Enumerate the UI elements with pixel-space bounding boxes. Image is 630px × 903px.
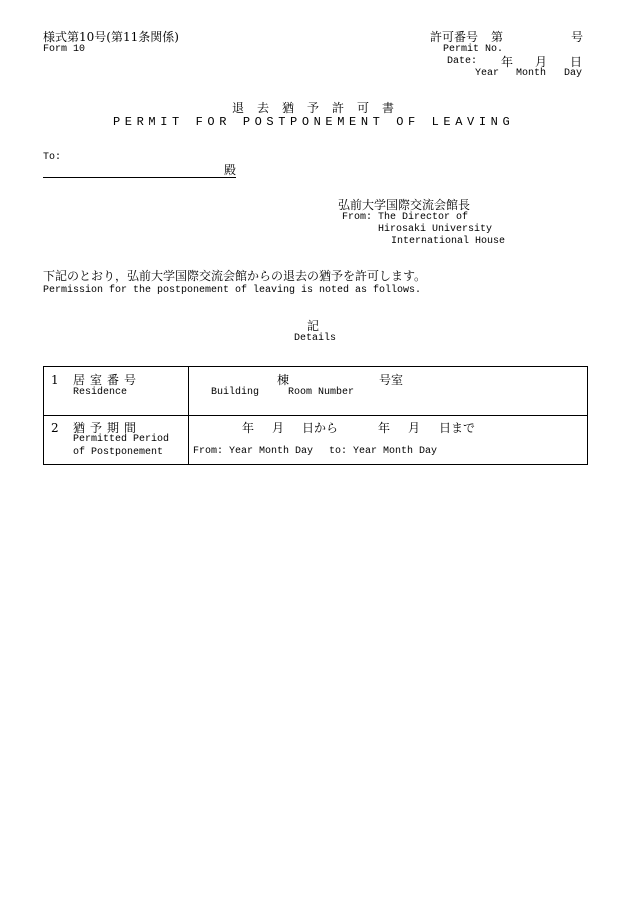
permit-number-label-jp: 許可番号 xyxy=(430,30,479,44)
sender-en-line3: International House xyxy=(391,236,506,247)
permit-number-go: 号 xyxy=(571,30,584,44)
to-en: to: Year Month Day xyxy=(329,446,438,457)
date-day-en: Day xyxy=(564,68,583,79)
to-day-jp: 日まで xyxy=(439,421,476,435)
from-en: From: Year Month Day xyxy=(193,446,314,457)
sender-en-line2: Hirosaki University xyxy=(378,224,493,235)
row-number: 1 xyxy=(51,373,59,387)
date-year-en: Year xyxy=(475,68,500,79)
from-year-jp: 年 xyxy=(242,421,255,435)
date-label-en: Date: xyxy=(447,56,478,67)
title-en: PERMIT FOR POSTPONEMENT OF LEAVING xyxy=(113,115,515,129)
sender-en-line1: From: The Director of xyxy=(342,212,469,223)
details-table xyxy=(43,366,588,465)
period-label-en-line1: Permitted Period xyxy=(73,434,170,445)
permit-number-en: Permit No. xyxy=(443,44,504,55)
period-value-cell[interactable] xyxy=(189,416,588,465)
recipient-name-line xyxy=(43,177,236,178)
table-row xyxy=(44,367,588,416)
permit-number-dai: 第 xyxy=(491,30,504,44)
from-month-jp: 月 xyxy=(272,421,285,435)
residence-label-cell xyxy=(44,367,189,416)
building-label-en: Building xyxy=(211,387,260,398)
form-number-jp: 様式第10号(第11条関係) xyxy=(43,30,179,44)
honorific-dono: 殿 xyxy=(224,163,237,177)
period-label-jp: 猶予期間 xyxy=(73,421,142,435)
title-jp: 退去猶予許可書 xyxy=(232,101,408,115)
date-year-jp: 年 xyxy=(501,55,514,69)
to-month-jp: 月 xyxy=(408,421,421,435)
form-number-en: Form 10 xyxy=(43,44,86,55)
statement-en: Permission for the postponement of leaving is noted as follows. xyxy=(43,285,422,296)
date-month-jp: 月 xyxy=(535,55,548,69)
from-day-jp: 日から xyxy=(302,421,339,435)
period-label-en-line2: of Postponement xyxy=(73,447,164,458)
to-label: To: xyxy=(43,152,62,163)
building-suffix-jp: 棟 xyxy=(277,373,290,387)
details-heading-en: Details xyxy=(294,333,337,344)
room-suffix-jp: 号室 xyxy=(379,373,404,387)
to-year-jp: 年 xyxy=(378,421,391,435)
period-label-cell xyxy=(44,416,189,465)
table-row xyxy=(44,416,588,465)
statement-jp: 下記のとおり，弘前大学国際交流会館からの退去の猶予を許可します。 xyxy=(43,269,427,283)
residence-value-cell[interactable] xyxy=(189,367,588,416)
date-month-en: Month xyxy=(516,68,547,79)
sender-jp: 弘前大学国際交流会館長 xyxy=(338,198,471,212)
date-day-jp: 日 xyxy=(570,55,583,69)
residence-label-jp: 居室番号 xyxy=(73,373,142,387)
row-number: 2 xyxy=(51,421,59,435)
room-number-label-en: Room Number xyxy=(288,387,355,398)
residence-label-en: Residence xyxy=(73,387,128,398)
details-heading-jp: 記 xyxy=(307,319,320,333)
